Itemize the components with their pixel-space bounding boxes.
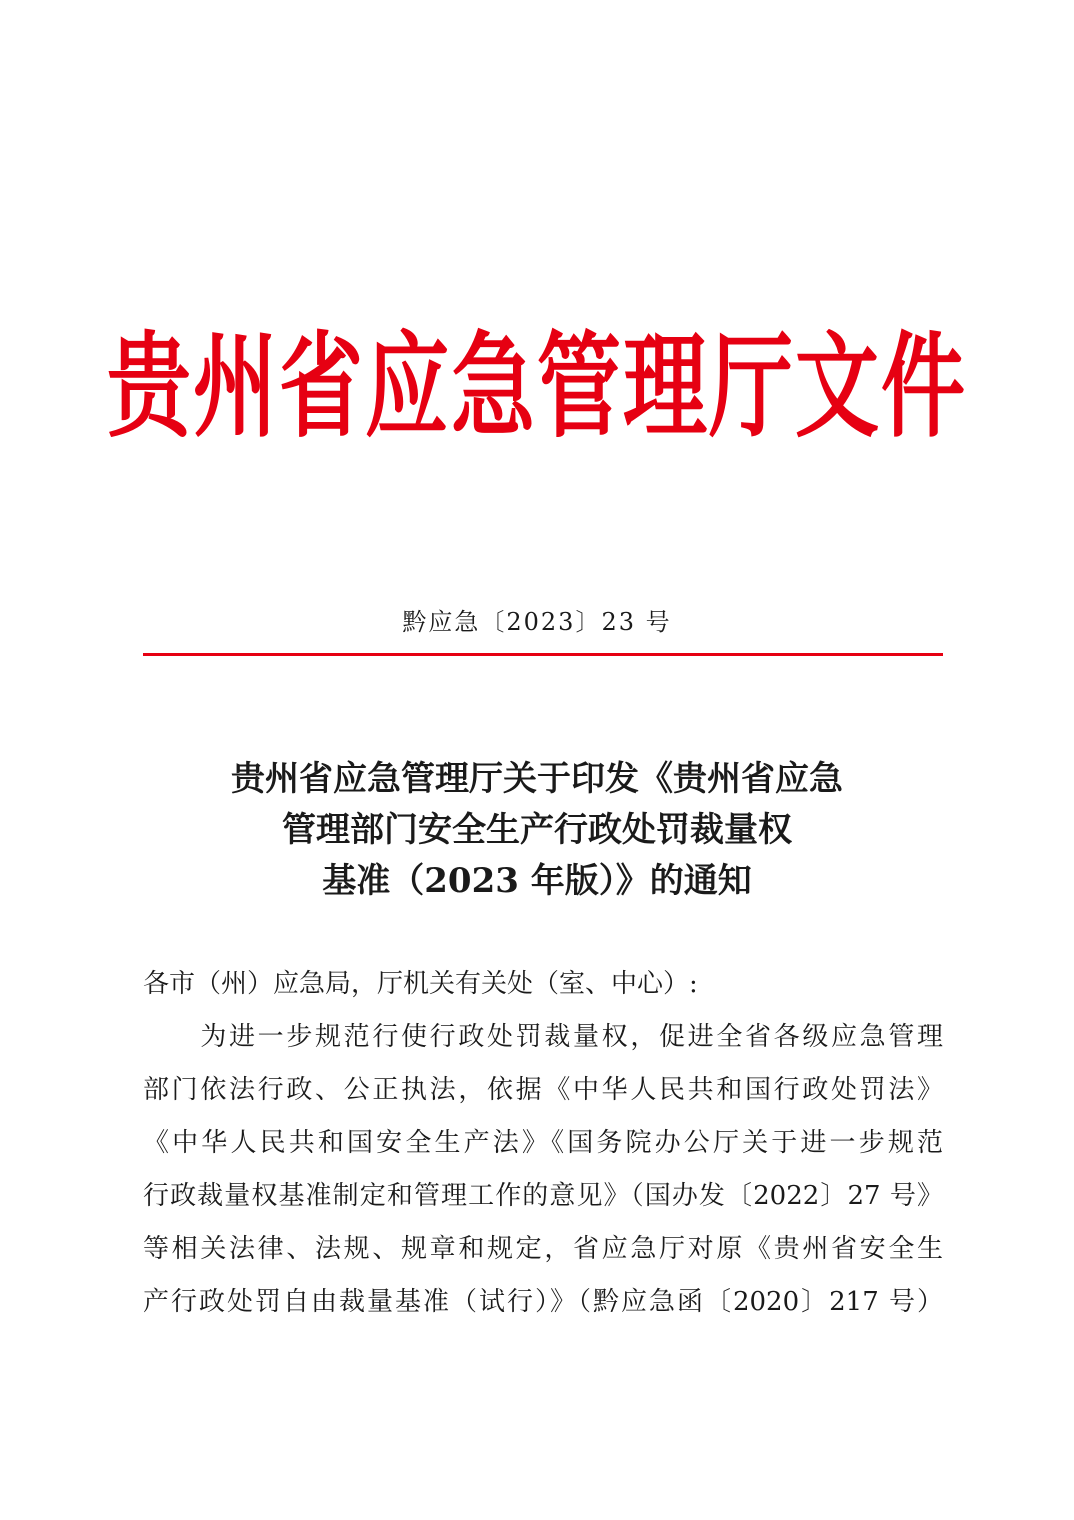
- document-number: 黔应急〔2023〕23 号: [402, 608, 672, 636]
- salutation: 各市（州）应急局，厅机关有关处（室、中心）:: [143, 969, 698, 999]
- body-line-1: 为进一步规范行使行政处罚裁量权，促进全省各级应急管理: [143, 1022, 943, 1052]
- body-line-6: 产行政处罚自由裁量基准（试行）》（黔应急函〔2020〕217 号）: [143, 1287, 943, 1317]
- document-body: [143, 958, 943, 1329]
- title-line-3: 基准（2023 年版）》的通知: [322, 861, 752, 901]
- body-line-2: 部门依法行政、公正执法，依据《中华人民共和国行政处罚法》: [143, 1075, 943, 1105]
- title-line-2: 管理部门安全生产行政处罚裁量权: [282, 810, 792, 850]
- masthead-title: 贵州省应急管理厅文件: [106, 319, 967, 453]
- document-title: [0, 754, 1074, 907]
- body-line-3: 《中华人民共和国安全生产法》《国务院办公厅关于进一步规范: [143, 1128, 943, 1158]
- body-line-5: 等相关法律、法规、规章和规定，省应急厅对原《贵州省安全生: [143, 1234, 943, 1264]
- red-divider-line: [143, 653, 943, 656]
- body-line-4: 行政裁量权基准制定和管理工作的意见》（国办发〔2022〕27 号》: [143, 1181, 943, 1211]
- title-line-1: 贵州省应急管理厅关于印发《贵州省应急: [231, 759, 843, 799]
